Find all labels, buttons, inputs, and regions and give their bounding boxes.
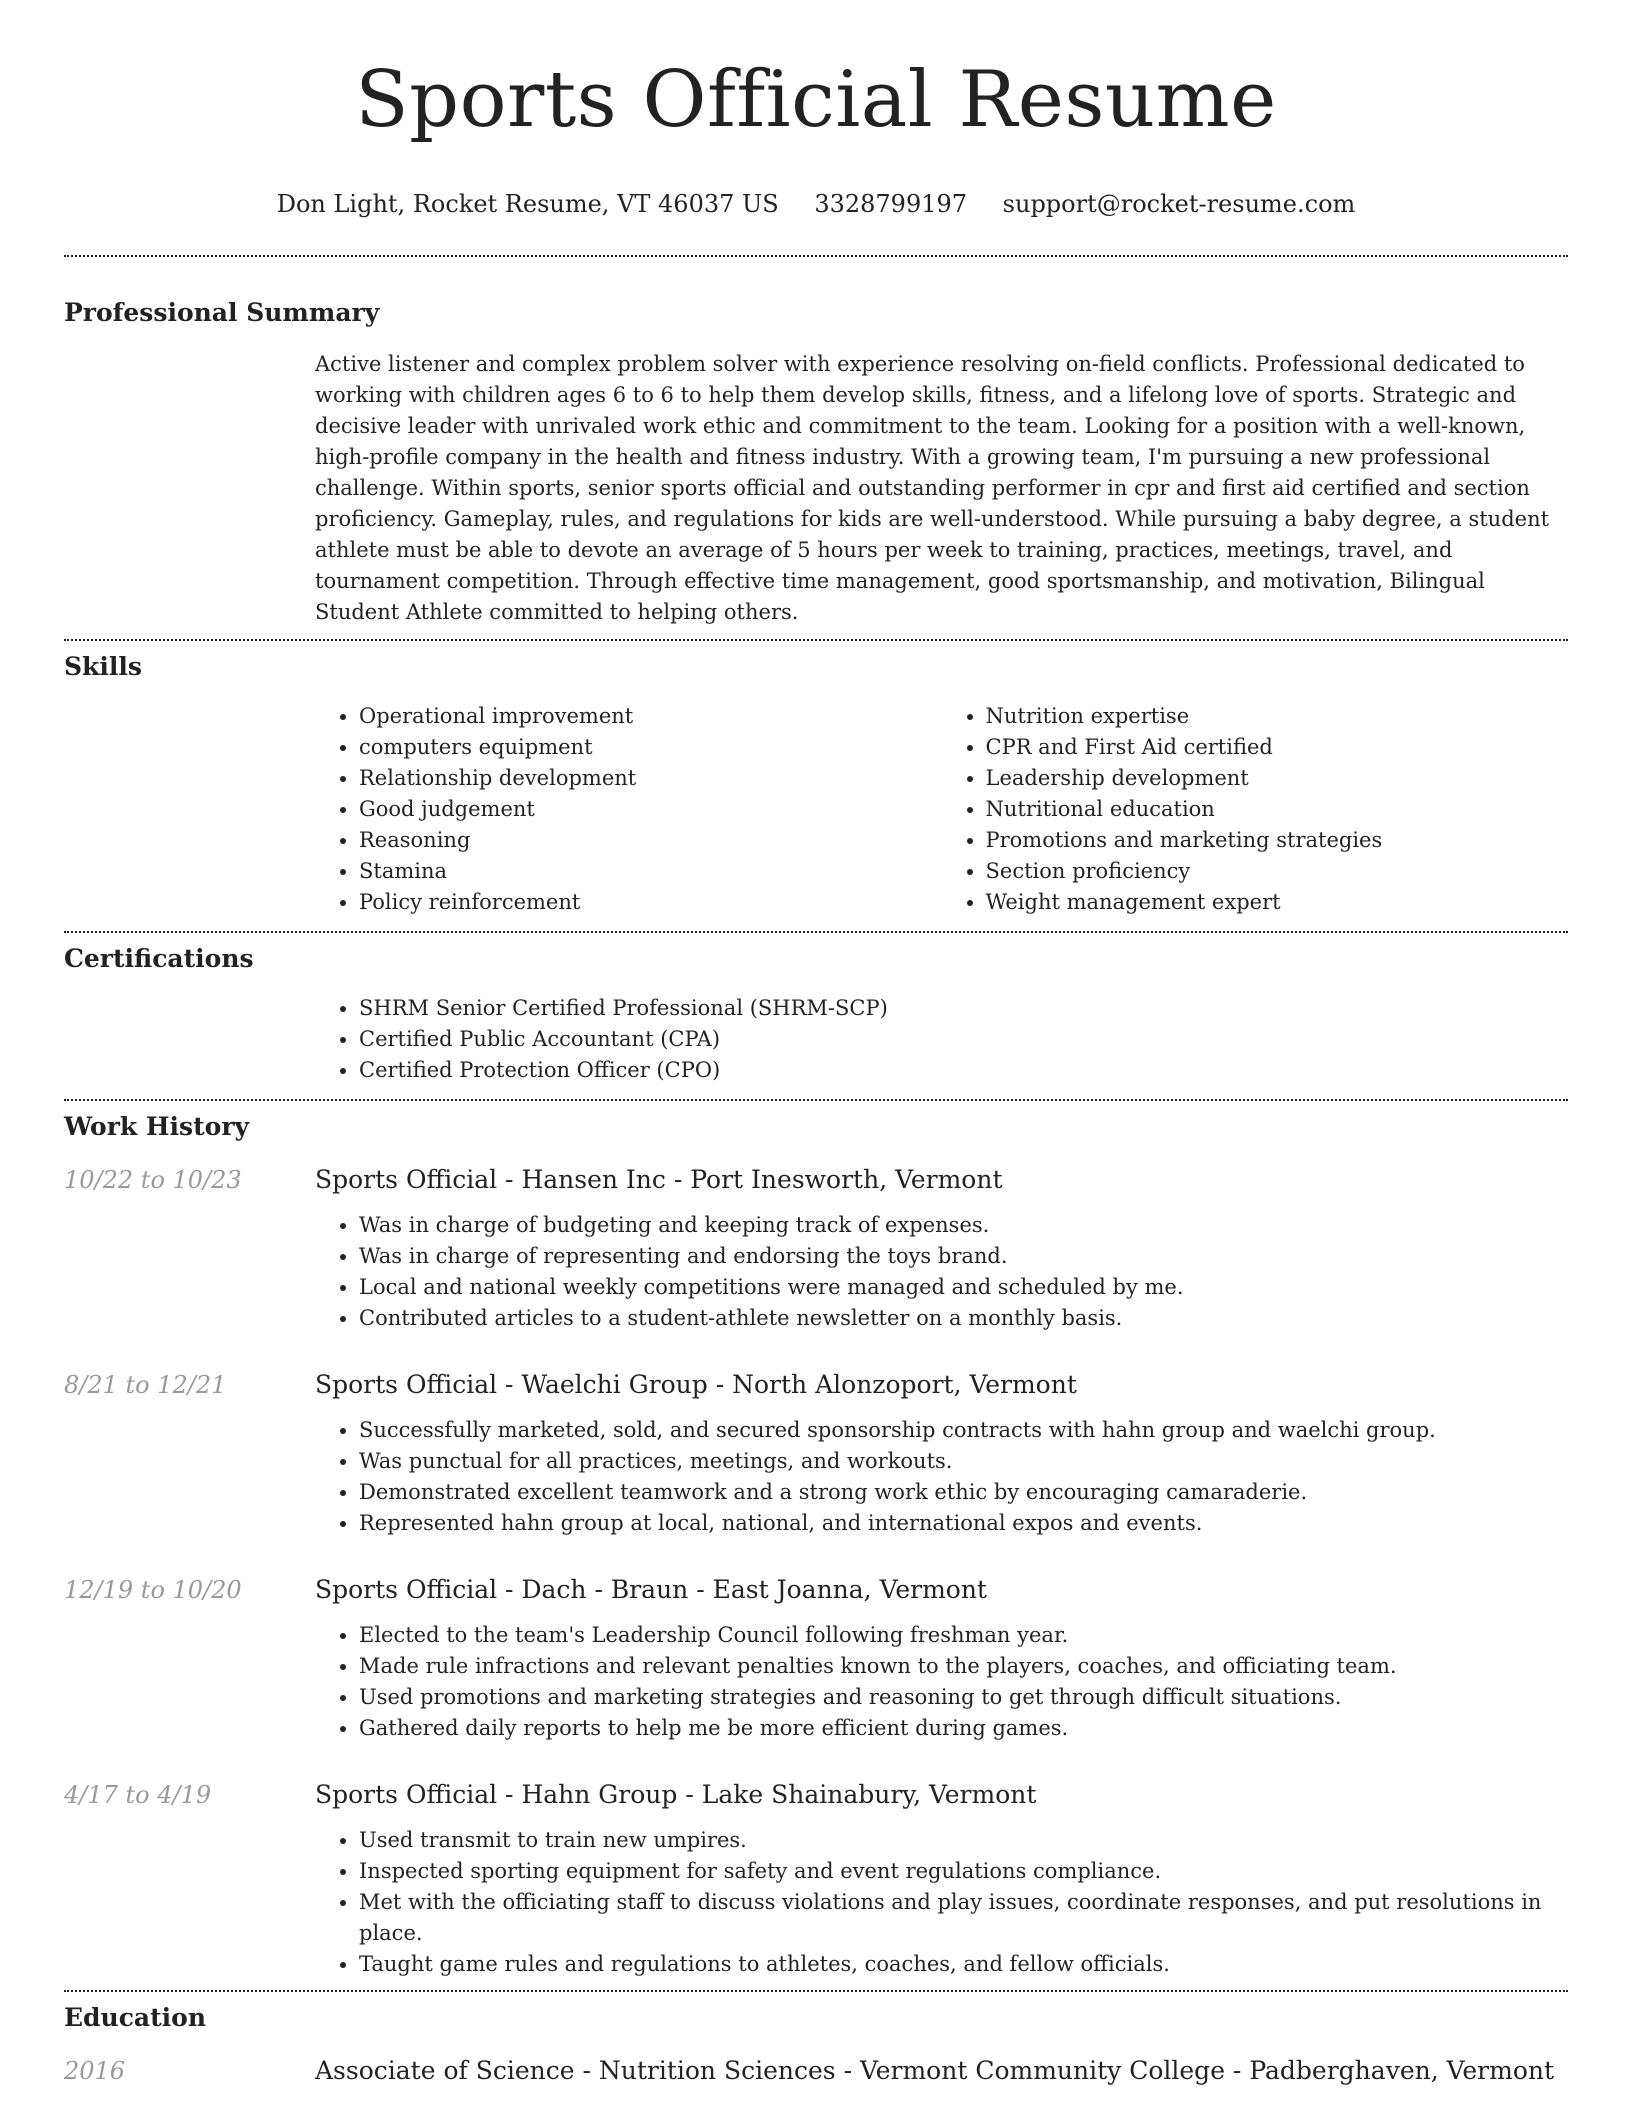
list-item: • Policy reinforcement (359, 887, 942, 918)
list-item: • Nutrition expertise (986, 701, 1569, 732)
job-date: 4/17 to 4/19 (64, 1781, 212, 1809)
list-item: • Weight management expert (986, 887, 1569, 918)
resume-page (64, 0, 1568, 2088)
job-bullets (315, 1415, 1568, 1539)
job-bullets (315, 1210, 1568, 1334)
list-item: • Local and national weekly competitions were managed and scheduled by me. (359, 1272, 1568, 1303)
contact-phone: 3328799197 (814, 190, 968, 218)
list-item: • Used transmit to train new umpires. (359, 1825, 1568, 1856)
job-title: Sports Official - Waelchi Group - North Alonzoport, Vermont (315, 1370, 1077, 1399)
list-item: • Represented hahn group at local, national, and international expos and events. (359, 1508, 1568, 1539)
job-entry (64, 1163, 1568, 1334)
summary-section (64, 257, 1568, 628)
list-item: • Demonstrated excellent teamwork and a strong work ethic by encouraging camaraderie. (359, 1477, 1568, 1508)
list-item: • Stamina (359, 856, 942, 887)
summary-text: Active listener and complex problem solver with experience resolving on-field conflicts. Professional dedicated to working with children ages 6 to 6 to help them develop skills, fitness, and a lifelong love of sports. Strategic and decisive leader with unrivaled work ethic and commitment to the team. Looking for a position with a well-known, high-profile company in the health and fitness industry. With a growing team, I'm pursuing a new professional challenge. Within sports, senior sports official and outstanding performer in cpr and first aid certified and section proficiency. Gameplay, rules, and regulations for kids are well-understood. While pursuing a baby degree, a student athlete must be able to devote an average of 5 hours per week to training, practices, meetings, travel, and tournament competition. Through effective time management, good sportsmanship, and motivation, Bilingual Student Athlete committed to helping others. (315, 352, 1550, 624)
job-date: 12/19 to 10/20 (64, 1576, 242, 1604)
certifications-section (64, 933, 1568, 1086)
list-item: • computers equipment (359, 732, 942, 763)
summary-heading: Professional Summary (64, 298, 380, 327)
skills-list-right (942, 701, 1569, 918)
list-item: • Certified Public Accountant (CPA) (359, 1024, 1568, 1055)
list-item: • Was in charge of representing and endorsing the toys brand. (359, 1241, 1568, 1272)
contact-email: support@rocket-resume.com (1002, 190, 1356, 218)
list-item: • Section proficiency (986, 856, 1569, 887)
list-item: • Gathered daily reports to help me be more efficient during games. (359, 1713, 1568, 1744)
page-title: Sports Official Resume (355, 55, 1277, 145)
skills-list-left (315, 701, 942, 918)
list-item: • Used promotions and marketing strategies and reasoning to get through difficult situations. (359, 1682, 1568, 1713)
work-history-heading: Work History (64, 1112, 250, 1141)
list-item: • Reasoning (359, 825, 942, 856)
list-item: • Was punctual for all practices, meetings, and workouts. (359, 1446, 1568, 1477)
job-title: Sports Official - Hahn Group - Lake Shainabury, Vermont (315, 1780, 1037, 1809)
list-item: • Certified Protection Officer (CPO) (359, 1055, 1568, 1086)
contact-info (64, 188, 1568, 220)
list-item: • Elected to the team's Leadership Council following freshman year. (359, 1620, 1568, 1651)
education-heading: Education (64, 2003, 207, 2032)
list-item: • Promotions and marketing strategies (986, 825, 1569, 856)
job-title: Sports Official - Dach - Braun - East Joanna, Vermont (315, 1575, 987, 1604)
list-item: • Met with the officiating staff to discuss violations and play issues, coordinate responses, and put resolutions in place. (359, 1887, 1568, 1949)
list-item: • Taught game rules and regulations to athletes, coaches, and fellow officials. (359, 1949, 1568, 1980)
list-item: • Contributed articles to a student-athlete newsletter on a monthly basis. (359, 1303, 1568, 1334)
certifications-heading: Certifications (64, 944, 254, 973)
list-item: • Operational improvement (359, 701, 942, 732)
certifications-list (315, 993, 1568, 1086)
list-item: • Inspected sporting equipment for safety and event regulations compliance. (359, 1856, 1568, 1887)
skills-section (64, 641, 1568, 918)
education-date: 2016 (64, 2057, 126, 2085)
list-item: • Nutritional education (986, 794, 1569, 825)
list-item: • Leadership development (986, 763, 1569, 794)
education-section (64, 1992, 1568, 2088)
work-history-section (64, 1101, 1568, 1980)
job-bullets (315, 1620, 1568, 1744)
job-date: 10/22 to 10/23 (64, 1166, 242, 1194)
list-item: • CPR and First Aid certified (986, 732, 1569, 763)
job-title: Sports Official - Hansen Inc - Port Inesworth, Vermont (315, 1165, 1003, 1194)
skills-heading: Skills (64, 652, 142, 681)
job-date: 8/21 to 12/21 (64, 1371, 227, 1399)
job-entry (64, 1368, 1568, 1539)
list-item: • Successfully marketed, sold, and secured sponsorship contracts with hahn group and waelchi group. (359, 1415, 1568, 1446)
list-item: • Was in charge of budgeting and keeping track of expenses. (359, 1210, 1568, 1241)
education-entry (64, 2054, 1568, 2088)
contact-address: Don Light, Rocket Resume, VT 46037 US (276, 190, 779, 218)
list-item: • Relationship development (359, 763, 942, 794)
job-entry (64, 1778, 1568, 1980)
list-item: • Made rule infractions and relevant penalties known to the players, coaches, and officiating team. (359, 1651, 1568, 1682)
job-entry (64, 1573, 1568, 1744)
education-title: Associate of Science - Nutrition Sciences - Vermont Community College - Padberghaven, Vermont (315, 2056, 1555, 2085)
list-item: • Good judgement (359, 794, 942, 825)
job-bullets (315, 1825, 1568, 1980)
list-item: • SHRM Senior Certified Professional (SHRM-SCP) (359, 993, 1568, 1024)
